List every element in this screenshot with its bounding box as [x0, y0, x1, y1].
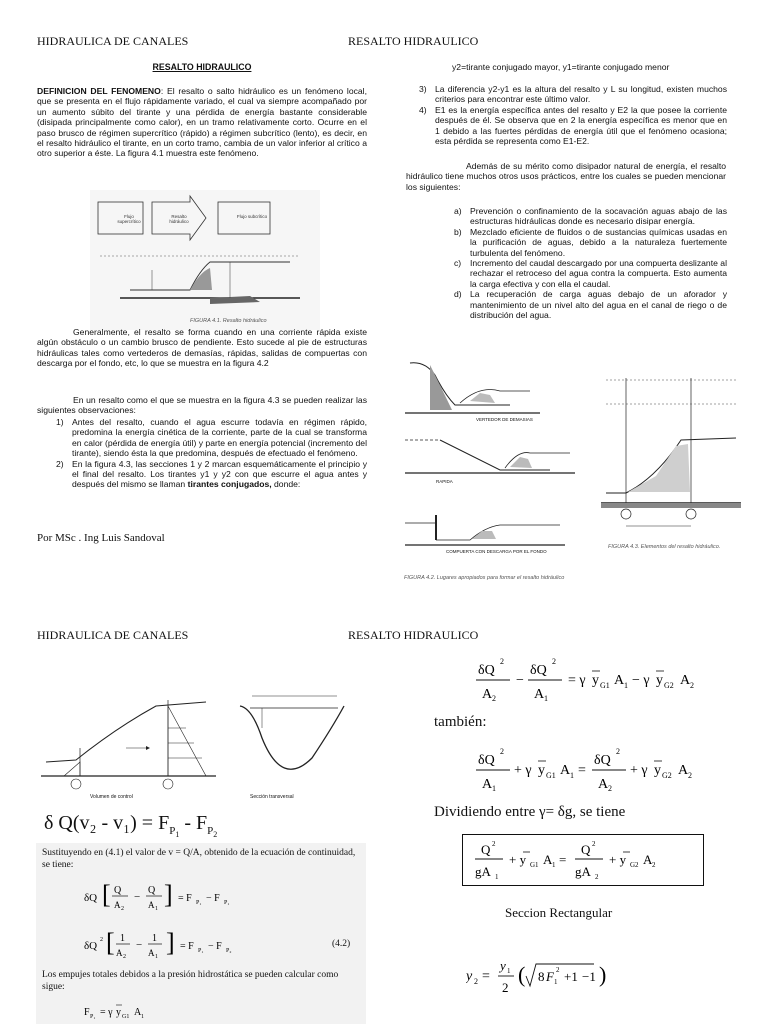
observation-number: 4) — [419, 104, 427, 115]
scanned-excerpt — [36, 843, 366, 1024]
svg-text:1: 1 — [155, 954, 158, 960]
observation-text: Antes del resalto, cuando el agua escurre todavía en régimen rápido, predomina la energía cinética de la corriente, parte de la cual se transforma en calor (pérdida de energía útil) y parte en energía potencial (incremento del tirante), siendo ésta la que predomina, después de efectuado el fenómeno. — [72, 417, 367, 459]
svg-text:y: y — [116, 1007, 121, 1018]
observation-text: E1 es la energía específica antes del resalto y E2 la que posee la corriente después de él. Se observa que en 2 la energía específica es menor que en 1 debido a las fuertes pérdidas de energía útil que el fenómeno ocasiona; esta pérdida se representa como E1-E2. — [435, 104, 727, 147]
observation-item — [56, 458, 367, 490]
svg-text:A: A — [534, 687, 545, 702]
svg-text:+ y: + y — [509, 852, 527, 867]
control-volume-drawing — [36, 688, 226, 803]
use-item — [454, 206, 727, 227]
svg-text:δQ: δQ — [478, 753, 495, 768]
equation-b — [84, 925, 284, 968]
svg-text:]: ] — [166, 928, 175, 957]
svg-text:1: 1 — [544, 694, 548, 703]
tambien-text: también: — [434, 714, 487, 730]
use-item — [454, 289, 727, 321]
svg-text:+ γ: + γ — [630, 763, 648, 778]
page2-header-left: HIDRAULICA DE CANALES — [37, 628, 189, 642]
svg-text:Q: Q — [481, 842, 491, 857]
equation-2-drawing — [474, 742, 734, 796]
conjugate-depth-drawing — [466, 952, 626, 1002]
dividiendo-text: Dividiendo entre γ= δg, se tiene — [434, 804, 626, 820]
observation-item — [419, 104, 727, 147]
svg-text:2: 2 — [556, 966, 560, 974]
fig42-label-compuerta: COMPUERTA CON DESCARGA POR EL FONDO — [446, 549, 547, 554]
svg-text:=: = — [559, 852, 567, 867]
substitution-text: Sustituyendo en (4.1) el valor de v = Q/A, obtenido de la ecuación de continuidad, se tiene: — [42, 848, 356, 870]
svg-text:δQ: δQ — [84, 892, 98, 904]
svg-text:− F: − F — [206, 893, 220, 904]
svg-text:2: 2 — [474, 977, 478, 986]
svg-text:A: A — [680, 673, 691, 688]
empujes-text: Los empujes totales debidos a la presión hidrostática se pueden calcular como sigue: — [42, 970, 339, 992]
svg-text:1: 1 — [141, 1014, 144, 1020]
paragraph-2: Generalmente, el resalto se forma cuando en una corriente rápida existe algún obstáculo o un cambio brusco de pendiente. Esto sucede al pie de estructuras hidráulicas tales como vertederos de demasías, rápidas, salidas de compuertas con descarga por el fondo, etc, lo que se muestra en la figura 4.2 — [37, 327, 367, 369]
equation-number: (4.2) — [332, 939, 351, 949]
use-letter: a) — [454, 206, 462, 216]
svg-text:A: A — [543, 852, 553, 867]
svg-text:F: F — [546, 969, 554, 984]
figure-4-1-drawing — [90, 190, 320, 330]
author-line: Por MSc . Ing Luis Sandoval — [37, 532, 165, 544]
use-letter: c) — [454, 258, 462, 269]
svg-text:+1: +1 — [564, 969, 578, 984]
svg-text:= γ: = γ — [100, 1007, 113, 1018]
section-title: RESALTO HIDRAULICO — [152, 62, 252, 72]
fig43-caption: FIGURA 4.3. Elementos del resalto hidráulico. — [608, 544, 721, 550]
fig42-label-rapida: RAPIDA — [436, 479, 453, 484]
figure-4-3-drawing — [596, 368, 746, 538]
svg-text:1: 1 — [492, 784, 496, 793]
svg-text:G1: G1 — [546, 771, 556, 780]
fig42-label-vertedor: VERTEDOR DE DEMASIAS — [476, 417, 533, 422]
svg-text:8: 8 — [538, 969, 545, 984]
use-letter: b) — [454, 226, 462, 237]
equation-c-drawing — [84, 1001, 204, 1021]
definition-paragraph — [37, 86, 367, 159]
use-text: La recuperación de carga aguas debajo de un aforador y mantenimiento de un nivel alto del agua en el canal de riego o de distribución del agua. — [470, 289, 727, 321]
svg-text:F: F — [84, 1007, 90, 1018]
svg-text:−: − — [136, 939, 143, 951]
svg-text:y: y — [538, 763, 545, 778]
svg-text:δQ: δQ — [478, 663, 495, 678]
svg-text:A: A — [560, 763, 571, 778]
svg-text:A: A — [134, 1007, 142, 1018]
svg-text:y: y — [500, 958, 506, 973]
svg-text:P₁: P₁ — [90, 1014, 96, 1020]
observation-number: 2) — [56, 458, 64, 469]
page2-header-right: RESALTO HIDRAULICO — [348, 628, 479, 642]
observation-text-end: donde: — [271, 479, 301, 490]
svg-text:A: A — [598, 777, 609, 792]
svg-text:P₂: P₂ — [226, 948, 232, 954]
svg-text:1: 1 — [155, 906, 158, 912]
svg-text:[: [ — [102, 880, 111, 909]
fig41-caption: FIGURA 4.1. Resalto hidráulico — [190, 318, 267, 324]
svg-text:y: y — [656, 673, 663, 688]
svg-text:2: 2 — [690, 681, 694, 690]
svg-text:2: 2 — [123, 954, 126, 960]
svg-text:A: A — [482, 777, 493, 792]
fig41-box-1: Flujo supercrítico — [117, 214, 141, 224]
paragraph-3: En un resalto como el que se muestra en la figura 4.3 se pueden realizar las siguientes observaciones: — [37, 395, 367, 416]
cross-section-caption: Sección transversal — [250, 794, 294, 800]
svg-text:): ) — [599, 962, 607, 987]
svg-text:G2: G2 — [662, 771, 672, 780]
svg-text:− γ: − γ — [632, 673, 650, 688]
svg-text:y: y — [654, 763, 661, 778]
equation-a-drawing — [84, 877, 264, 917]
page1-header-right: RESALTO HIDRAULICO — [348, 34, 479, 48]
equation-1 — [474, 652, 724, 711]
equation-a — [84, 877, 264, 920]
svg-text:A: A — [148, 900, 155, 910]
svg-text:−1: −1 — [582, 969, 596, 984]
svg-text:Q: Q — [148, 885, 156, 896]
control-volume-figure — [36, 688, 226, 803]
svg-text:2: 2 — [492, 840, 496, 848]
svg-text:= F: = F — [178, 893, 192, 904]
use-item — [454, 258, 727, 289]
observation-text: La diferencia y2-y1 es la altura del resalto y L su longitud, existen muchos criterios para encontrar este último valor. — [435, 84, 727, 105]
svg-text:2: 2 — [608, 784, 612, 793]
svg-text:A: A — [116, 948, 123, 958]
use-text: Mezclado eficiente de fluidos o de sustancias químicas usadas en la purificación de aguas, debido a la naturaleza fuertemente turbulenta del fenómeno. — [470, 226, 727, 258]
svg-text:G2: G2 — [664, 681, 674, 690]
svg-text:1: 1 — [152, 933, 157, 944]
observations-list-left — [56, 417, 367, 490]
svg-text:2: 2 — [652, 861, 656, 869]
svg-text:P₁: P₁ — [224, 900, 230, 906]
use-item — [454, 226, 727, 258]
svg-text:+ y: + y — [609, 852, 627, 867]
svg-text:1: 1 — [552, 861, 556, 869]
equation-b-drawing — [84, 925, 284, 965]
svg-text:[: [ — [106, 928, 115, 957]
svg-text:2: 2 — [492, 694, 496, 703]
svg-text:2: 2 — [552, 657, 556, 666]
svg-text:1: 1 — [495, 873, 499, 881]
svg-text:2: 2 — [121, 906, 124, 912]
figure-4-3 — [596, 368, 746, 558]
svg-text:gA: gA — [575, 864, 591, 879]
svg-text:1: 1 — [624, 681, 628, 690]
svg-text:=: = — [578, 763, 586, 778]
conjugate-depth-equation — [466, 952, 626, 1007]
boxed-equation — [462, 834, 704, 886]
svg-text:]: ] — [164, 880, 173, 909]
use-text: Prevención o confinamiento de la socavación aguas abajo de las estructuras hidráulicas donde es necesario disipar energía. — [470, 206, 727, 227]
svg-text:2: 2 — [688, 771, 692, 780]
svg-text:2: 2 — [595, 873, 599, 881]
svg-text:G1: G1 — [600, 681, 610, 690]
svg-text:y: y — [466, 969, 473, 984]
equation-c — [84, 1001, 204, 1026]
svg-text:A: A — [148, 948, 155, 958]
svg-text:A: A — [643, 852, 653, 867]
fig42-caption: FIGURA 4.2. Lugares apropiados para formar el resalto hidráulico — [404, 575, 565, 581]
svg-text:A: A — [482, 687, 493, 702]
observations-list-right — [419, 84, 727, 147]
observation-number: 1) — [56, 417, 64, 427]
fig41-box-3: Flujo subcrítico — [236, 214, 268, 219]
svg-text:− F: − F — [208, 941, 222, 952]
fig41-box-2: Resalto hidráulico — [169, 214, 189, 224]
svg-text:2: 2 — [500, 747, 504, 756]
definition-lead: DEFINICION DEL FENOMENO — [37, 86, 161, 96]
uses-list — [454, 206, 727, 321]
momentum-equation-text: δ Q(v₂ - v₁) = F — [44, 812, 170, 834]
control-volume-caption: Volumen de control — [90, 794, 133, 800]
svg-text:P₁: P₁ — [198, 948, 204, 954]
use-letter: d) — [454, 289, 462, 300]
svg-text:1: 1 — [507, 967, 511, 975]
conjugate-definitions: y2=tirante conjugado mayor, y1=tirante conjugado menor — [452, 62, 670, 72]
observation-item — [419, 84, 727, 105]
equation-2 — [474, 742, 734, 801]
svg-text:2: 2 — [502, 980, 509, 995]
svg-text:−: − — [134, 891, 141, 903]
svg-text:2: 2 — [592, 840, 596, 848]
svg-text:(: ( — [518, 962, 526, 987]
svg-text:2: 2 — [616, 747, 620, 756]
svg-text:1: 1 — [570, 771, 574, 780]
svg-text:Q: Q — [581, 842, 591, 857]
svg-text:= γ: = γ — [568, 673, 586, 688]
svg-text:−: − — [516, 673, 524, 688]
equation-1-drawing — [474, 652, 724, 706]
svg-text:y: y — [592, 673, 599, 688]
observation-bold: tirantes conjugados, — [187, 479, 272, 490]
seccion-rectangular-label: Seccion Rectangular — [505, 905, 613, 920]
svg-text:δQ: δQ — [84, 940, 98, 952]
svg-text:G1: G1 — [530, 861, 539, 869]
momentum-equation: δ $Q(v_2 - v_1) = F_{P_1} - F_{P_2}$ — [44, 812, 218, 840]
svg-text:+ γ: + γ — [514, 763, 532, 778]
svg-text:P₁: P₁ — [196, 900, 202, 906]
svg-text:Q: Q — [114, 885, 122, 896]
svg-text:1: 1 — [120, 933, 125, 944]
svg-text:1: 1 — [554, 978, 558, 986]
svg-text:δQ: δQ — [594, 753, 611, 768]
cross-section-drawing — [232, 688, 352, 793]
svg-text:= F: = F — [180, 941, 194, 952]
svg-text:2: 2 — [500, 657, 504, 666]
observation-text: En la figura 4.3, las secciones 1 y 2 marcan esquemáticamente el principio y el final del resalto. Los tirantes y1 y y2 con que escurre el agua antes y después del mismo se llaman — [72, 458, 367, 490]
svg-text:A: A — [614, 673, 625, 688]
svg-text:G2: G2 — [630, 861, 639, 869]
figure-4-1 — [90, 190, 320, 330]
definition-text: : El resalto o salto hidráulico es un fenómeno local, que se presenta en el flujo rápidamente variado, el cual va siempre acompañado por un aumento súbito del tirante y una pérdida de energía bastante considerable (disipada principalmente como calor), en un tramo relativamente corto. Ocurre en el paso brusco de régimen supercrítico (rápido) a régimen subcrítico (lento), es decir, en el resalto hidráulico el tirante, en un corto tramo, cambia de un valor inferior al crítico a otro superior a éste. La figura 4.1 muestra este fenómeno. — [37, 86, 367, 159]
svg-text:=: = — [482, 969, 490, 984]
svg-text:δQ: δQ — [530, 663, 547, 678]
figure-4-2 — [400, 355, 600, 585]
svg-text:A: A — [114, 900, 121, 910]
svg-text:A: A — [678, 763, 689, 778]
observation-number: 3) — [419, 84, 427, 94]
observation-item — [56, 417, 367, 459]
svg-text:G1: G1 — [122, 1014, 130, 1020]
svg-text:2: 2 — [100, 937, 103, 943]
use-text: Incremento del caudal descargado por una compuerta deslizante al rechazar el retroceso del agua contra la compuerta. Esto aumenta la carga efectiva y con ella el caudal. — [470, 258, 727, 289]
boxed-equation-drawing — [463, 835, 703, 885]
paragraph-4: Además de su mérito como disipador natural de energía, el resalto hidráulico tiene muchos otros usos prácticos, entre los cuales se pueden mencionar los siguientes: — [406, 161, 726, 192]
cross-section-figure — [232, 688, 352, 803]
svg-text:gA: gA — [475, 864, 491, 879]
page1-header-left: HIDRAULICA DE CANALES — [37, 34, 189, 48]
